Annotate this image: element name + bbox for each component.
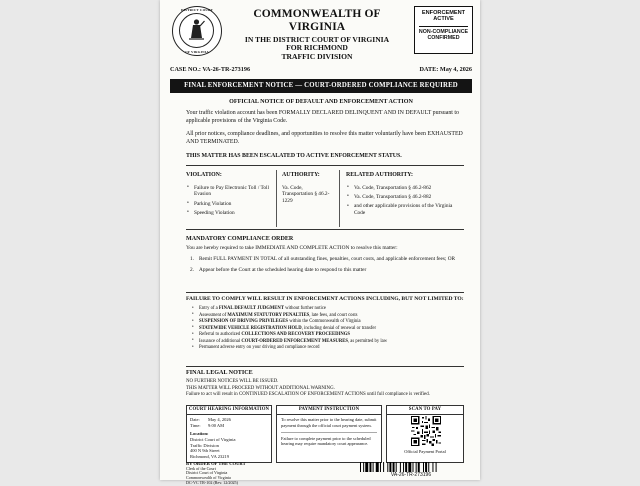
payment-heading: PAYMENT INSTRUCTION	[277, 406, 381, 415]
seal-bottom-text: OF VIRGINIA	[185, 50, 209, 54]
order-line: District Court of Virginia	[186, 470, 228, 476]
seal-top-text: DISTRICT COURT	[180, 8, 214, 12]
status-stamp	[414, 6, 473, 54]
hearing-time-value: 9:00 AM	[208, 423, 225, 429]
compliance-step	[190, 256, 460, 263]
section-divider	[186, 292, 464, 293]
barcode-bar	[373, 462, 374, 472]
barcode-bar	[436, 462, 437, 472]
court-header	[230, 8, 404, 61]
violation-authority-grid	[186, 165, 464, 230]
location-line: Richmond, VA 23219	[190, 454, 229, 460]
hearing-location	[187, 431, 271, 460]
barcode-bar	[408, 462, 411, 472]
barcode-bar	[403, 462, 404, 472]
authority-heading: AUTHORITY:	[282, 172, 320, 178]
form-number: DC-VC TR-102 (Rev. 12/2025)	[186, 480, 238, 486]
payment-divider	[281, 432, 377, 433]
related-authority-item: • Va. Code, Transportation § 46.2-882	[346, 194, 464, 201]
hearing-info-box	[186, 405, 272, 463]
barcode-bar	[376, 462, 379, 472]
section-divider	[186, 366, 464, 367]
compliance-steps	[190, 256, 460, 278]
step-number: 2.	[190, 266, 194, 273]
violation-item: • Failure to Pay Electronic Toll / Toll Evasion	[186, 185, 270, 199]
barcode-bar	[405, 462, 407, 472]
enforcement-action-item: • Entry of a FINAL DEFAULT JUDGMENT without further notice	[192, 306, 464, 313]
barcode-bar	[389, 462, 391, 472]
court-line: IN THE DISTRICT COURT OF VIRGINIA	[244, 34, 390, 44]
case-line	[170, 66, 472, 73]
barcode-bar	[369, 462, 371, 472]
barcode-bar	[365, 462, 368, 472]
final-legal-heading: FINAL LEGAL NOTICE	[186, 370, 253, 376]
related-authority-column	[346, 172, 464, 219]
mandatory-order-heading: MANDATORY COMPLIANCE ORDER	[186, 236, 294, 242]
scan-to-pay-box	[386, 405, 464, 463]
legal-line: Failure to act will result in CONTINUED ESCALATION OF ENFORCEMENT ACTIONS until full compliance is verified.	[186, 392, 430, 397]
failure-heading: FAILURE TO COMPLY WILL RESULT IN ENFORCEMENT ACTIONS INCLUDING, BUT NOT LIMITED TO:	[186, 296, 464, 302]
non-compliance-text: NON-COMPLIANCE CONFIRMED	[418, 28, 469, 41]
commonwealth-title: COMMONWEALTH OF VIRGINIA	[253, 8, 381, 33]
enforcement-action-item: • SUSPENSION OF DRIVING PRIVILEGES within the Commonwealth of Virginia	[192, 319, 464, 326]
location-line: Traffic Division	[190, 442, 219, 448]
mandatory-order-intro: You are hereby required to take IMMEDIATE AND COMPLETE ACTION to resolve this matter:	[186, 245, 398, 251]
barcode-bar	[387, 462, 388, 472]
notice-banner: FINAL ENFORCEMENT NOTICE — COURT-ORDERED COMPLIANCE REQUIRED	[170, 79, 472, 93]
barcode-bar	[413, 462, 414, 472]
barcode-bar	[418, 462, 420, 472]
location-label: Location:	[190, 430, 209, 436]
barcode-icon	[360, 462, 462, 472]
compliance-step	[190, 267, 460, 274]
barcode-bar	[393, 462, 395, 472]
barcode-bar	[396, 462, 397, 472]
step-number: 1.	[190, 256, 194, 262]
delinquency-paragraph: Your traffic violation account has been FORMALLY DECLARED DELINQUENT AND IN DEFAULT pursuant to applicable provisions of the Virginia Code.	[186, 110, 459, 124]
related-authority-item: • and other applicable provisions of the Virginia Code	[346, 203, 464, 217]
hearing-time-row	[187, 423, 271, 429]
violation-column	[186, 172, 270, 219]
hearing-date-value: May 4, 2026	[208, 417, 231, 423]
case-number: CASE NO.: VA-26-TR-273196	[170, 66, 251, 73]
legal-line: NO FURTHER NOTICES WILL BE ISSUED.	[186, 379, 279, 384]
column-divider	[276, 170, 277, 227]
location-line: 400 N 9th Street	[190, 448, 220, 454]
related-authority-heading: RELATED AUTHORITY:	[346, 172, 413, 178]
court-seal-icon	[187, 18, 206, 41]
hearing-date-label: Date:	[190, 417, 200, 423]
enforcement-action-item: • Referral to authorized COLLECTIONS AND RECOVERY PROCEEDINGS	[192, 332, 464, 339]
scan-heading: SCAN TO PAY	[387, 406, 463, 415]
enforcement-action-item: • Permanent adverse entry on your driving and compliance record	[192, 345, 464, 352]
court-order-heading: BY ORDER OF THE COURT	[186, 461, 246, 466]
payment-text: To resolve this matter prior to the hearing date, submit payment through the official court payment system.	[281, 417, 377, 428]
violation-heading: VIOLATION:	[186, 172, 222, 178]
related-authority-item: • Va. Code, Transportation § 46.2-862	[346, 185, 464, 192]
enforcement-action-item: • Assessment of MAXIMUM STATUTORY PENALTIES, late fees, and court costs	[192, 313, 464, 320]
location-line: District Court of Virginia	[190, 436, 236, 442]
step-text: Remit FULL PAYMENT IN TOTAL of all outstanding fines, penalties, court costs, and applicable enforcement fees; OR	[199, 256, 456, 262]
barcode-bar	[400, 462, 401, 472]
barcode-bar	[425, 462, 427, 472]
court-seal	[172, 6, 222, 56]
payment-warning-text: Failure to complete payment prior to the scheduled hearing may require mandatory court appearance.	[281, 435, 371, 447]
payment-instruction-box	[276, 405, 382, 463]
escalation-paragraph: THIS MATTER HAS BEEN ESCALATED TO ACTIVE ENFORCEMENT STATUS.	[186, 153, 402, 159]
column-divider	[339, 170, 340, 227]
division-line: TRAFFIC DIVISION	[281, 51, 353, 61]
enforcement-action-item: • STATEWIDE VEHICLE REGISTRATION HOLD, including denial of renewal or transfer	[192, 326, 464, 333]
step-text: Appear before the Court at the scheduled hearing date to respond to this matter	[199, 266, 367, 273]
legal-line: THIS MATTER WILL PROCEED WITHOUT ADDITIONAL WARNING.	[186, 386, 335, 391]
enforcement-notice-document	[160, 0, 480, 486]
enforcement-active-text: ENFORCEMENT ACTIVE	[421, 10, 466, 23]
barcode-bar	[380, 462, 381, 472]
barcode-number: VA-26-TR-273196	[390, 472, 432, 478]
notice-date: DATE: May 4, 2026	[419, 66, 472, 73]
hearing-time-label: Time:	[190, 423, 201, 429]
order-line: Commonwealth of Virginia	[186, 475, 231, 481]
enforcement-actions-list	[192, 306, 464, 352]
court-order-block	[186, 461, 286, 486]
payment-portal-label: Official Payment Portal	[404, 449, 446, 454]
order-line: Clerk of the Court	[186, 465, 216, 471]
hearing-heading: COURT HEARING INFORMATION	[187, 406, 271, 415]
barcode-bar	[432, 462, 433, 472]
barcode-bar	[363, 462, 364, 472]
barcode-bar	[383, 462, 384, 472]
barcode-bar	[416, 462, 417, 472]
jurisdiction-line: FOR RICHMOND	[286, 43, 348, 53]
notice-subheading: OFFICIAL NOTICE OF DEFAULT AND ENFORCEMENT ACTION	[229, 99, 413, 105]
barcode-bar	[423, 462, 424, 472]
stamp-divider	[419, 26, 468, 27]
violation-item: • Parking Violation	[186, 201, 270, 208]
authority-column	[282, 172, 332, 205]
exhausted-paragraph: All prior notices, compliance deadlines, and opportunities to resolve this matter voluntarily have been EXHAUSTED AND TERMINATED.	[186, 131, 463, 145]
authority-text: Va. Code, Transportation § 46.2-1229	[282, 184, 330, 205]
violation-item: • Speeding Violation	[186, 210, 270, 217]
barcode-bar	[428, 462, 429, 472]
barcode-bar	[360, 462, 361, 472]
qr-code-icon[interactable]	[411, 416, 441, 446]
enforcement-action-item: • Issuance of additional COURT-ORDERED ENFORCEMENT MEASURES, as permitted by law	[192, 339, 464, 346]
